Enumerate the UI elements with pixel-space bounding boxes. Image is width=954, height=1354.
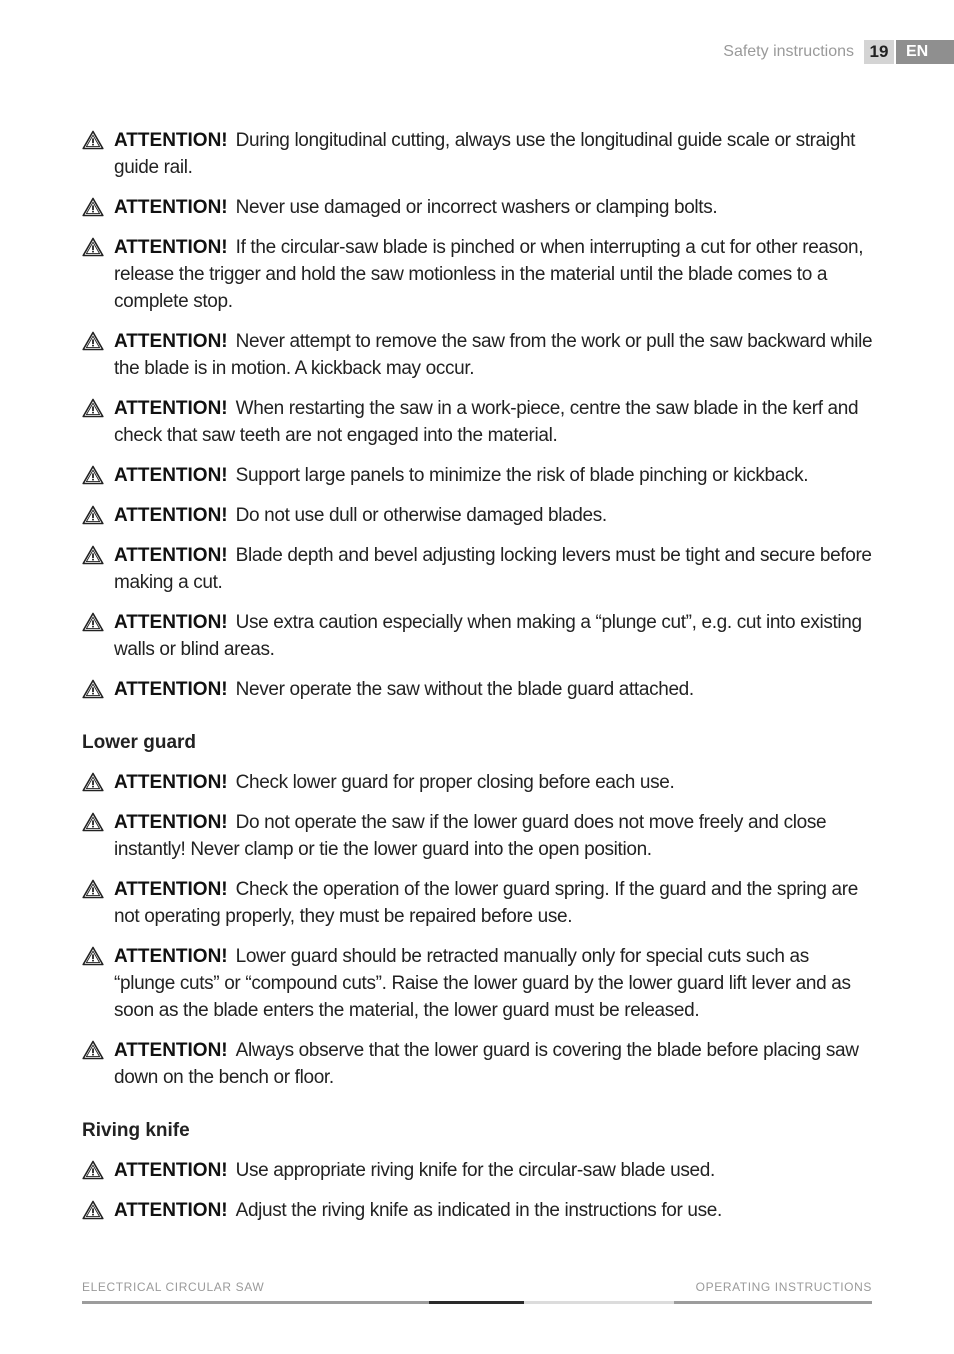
attention-label: ATTENTION! (114, 545, 228, 566)
attention-message: Check the operation of the lower guard spring. If the guard and the spring are not operating properly, they must be repaired before use. (114, 879, 858, 927)
warning-triangle-icon (82, 879, 104, 899)
attention-message: Never attempt to remove the saw from the work or pull the saw backward while the blade is in motion. A kickback may occur. (114, 331, 873, 379)
attention-item (82, 876, 874, 930)
attention-label: ATTENTION! (114, 197, 228, 218)
attention-label: ATTENTION! (114, 1160, 228, 1181)
attention-label: ATTENTION! (114, 237, 228, 258)
attention-item (82, 1037, 874, 1091)
warning-triangle-icon (82, 398, 104, 418)
attention-label: ATTENTION! (114, 130, 228, 151)
warning-triangle-icon (82, 505, 104, 525)
footer-bar-segment (82, 1301, 429, 1304)
warning-triangle-icon (82, 1160, 104, 1180)
warning-triangle-icon (82, 545, 104, 565)
attention-label: ATTENTION! (114, 331, 228, 352)
header-section-title: Safety instructions (723, 43, 854, 60)
attention-label: ATTENTION! (114, 1040, 228, 1061)
footer-product-name: ELECTRICAL CIRCULAR SAW (82, 1280, 265, 1294)
attention-label: ATTENTION! (114, 505, 228, 526)
attention-item (82, 328, 874, 382)
warning-triangle-icon (82, 612, 104, 632)
attention-text-block (114, 1197, 874, 1224)
attention-item (82, 194, 874, 221)
attention-item (82, 462, 874, 489)
attention-message: Lower guard should be retracted manually only for special cuts such as “plunge cuts” or “compound cuts”. Raise the lower guard by the lower guard lift lever and as soon as the blade enters the material, the lower guard must be released. (114, 946, 851, 1021)
page-header (0, 40, 954, 64)
attention-label: ATTENTION! (114, 612, 228, 633)
warning-triangle-icon (82, 237, 104, 257)
warning-triangle-icon (82, 1040, 104, 1060)
attention-text-block (114, 1157, 874, 1184)
attention-message: If the circular-saw blade is pinched or when interrupting a cut for other reason, release the trigger and hold the saw motionless in the material until the blade comes to a complete stop. (114, 237, 864, 312)
attention-text-block (114, 462, 874, 489)
attention-text-block (114, 395, 874, 449)
attention-item (82, 1157, 874, 1184)
attention-message: Always observe that the lower guard is covering the blade before placing saw down on the bench or floor. (114, 1040, 859, 1088)
attention-item (82, 395, 874, 449)
attention-message: Check lower guard for proper closing before each use. (235, 772, 675, 793)
attention-message: Use extra caution especially when making a “plunge cut”, e.g. cut into existing walls or blind areas. (114, 612, 862, 660)
attention-message: Support large panels to minimize the risk of blade pinching or kickback. (235, 465, 809, 486)
attention-item (82, 676, 874, 703)
document-body (82, 127, 874, 1237)
footer-bar-segment (674, 1301, 872, 1304)
attention-message: When restarting the saw in a work-piece, centre the saw blade in the kerf and check that saw teeth are not engaged into the material. (114, 398, 859, 446)
page-number: 19 (864, 40, 894, 64)
attention-message: Never operate the saw without the blade guard attached. (235, 679, 694, 700)
section-heading: Lower guard (82, 732, 197, 753)
attention-text-block (114, 1037, 874, 1091)
attention-message: During longitudinal cutting, always use the longitudinal guide scale or straight guide rail. (114, 130, 856, 178)
warning-triangle-icon (82, 772, 104, 792)
attention-text-block (114, 676, 874, 703)
warning-triangle-icon (82, 679, 104, 699)
attention-text-block (114, 194, 874, 221)
attention-item (82, 609, 874, 663)
attention-text-block (114, 542, 874, 596)
attention-text-block (114, 502, 874, 529)
attention-label: ATTENTION! (114, 946, 228, 967)
language-tab: EN (896, 40, 954, 64)
attention-text-block (114, 127, 874, 181)
attention-text-block (114, 943, 874, 1024)
warning-triangle-icon (82, 1200, 104, 1220)
attention-label: ATTENTION! (114, 812, 228, 833)
attention-item (82, 502, 874, 529)
warning-triangle-icon (82, 465, 104, 485)
attention-text-block (114, 609, 874, 663)
attention-text-block (114, 809, 874, 863)
attention-item (82, 542, 874, 596)
attention-message: Do not operate the saw if the lower guard does not move freely and close instantly! Never clamp or tie the lower guard into the open position. (114, 812, 827, 860)
warning-triangle-icon (82, 946, 104, 966)
attention-item (82, 1197, 874, 1224)
attention-item (82, 234, 874, 315)
attention-text-block (114, 876, 874, 930)
attention-text-block (114, 328, 874, 382)
attention-message: Do not use dull or otherwise damaged blades. (235, 505, 607, 526)
attention-text-block (114, 234, 874, 315)
attention-item (82, 127, 874, 181)
footer-bar-segment (524, 1301, 674, 1304)
page-footer (82, 1280, 872, 1310)
attention-label: ATTENTION! (114, 772, 228, 793)
attention-label: ATTENTION! (114, 1200, 228, 1221)
warning-triangle-icon (82, 130, 104, 150)
attention-label: ATTENTION! (114, 465, 228, 486)
attention-text-block (114, 769, 874, 796)
attention-item (82, 809, 874, 863)
section-heading: Riving knife (82, 1120, 190, 1141)
attention-label: ATTENTION! (114, 398, 228, 419)
attention-label: ATTENTION! (114, 879, 228, 900)
warning-triangle-icon (82, 331, 104, 351)
attention-message: Never use damaged or incorrect washers or clamping bolts. (235, 197, 718, 218)
attention-item (82, 943, 874, 1024)
warning-triangle-icon (82, 812, 104, 832)
footer-bar-segment-active (429, 1301, 524, 1304)
attention-message: Blade depth and bevel adjusting locking levers must be tight and secure before making a cut. (114, 545, 872, 593)
attention-item (82, 769, 874, 796)
warning-triangle-icon (82, 197, 104, 217)
attention-message: Use appropriate riving knife for the circular-saw blade used. (235, 1160, 715, 1181)
attention-message: Adjust the riving knife as indicated in the instructions for use. (235, 1200, 722, 1221)
attention-label: ATTENTION! (114, 679, 228, 700)
footer-document-type: OPERATING INSTRUCTIONS (695, 1280, 872, 1294)
